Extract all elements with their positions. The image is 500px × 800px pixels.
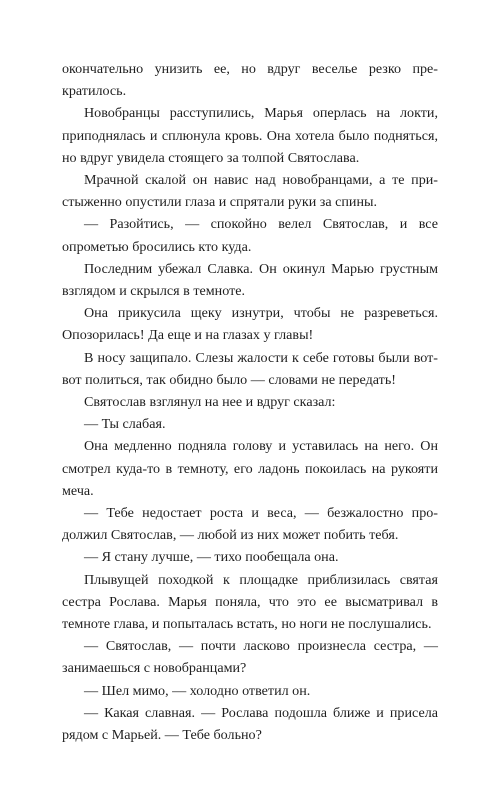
paragraph: В носу защипало. Слезы жалости к себе готовы были вот-вот политься, так обидно было — словами не передать! bbox=[62, 349, 438, 388]
paragraph: Новобранцы расступились, Марья оперлась на локти, приподнялась и сплюнула кровь. Она хотела было подняться, но вдруг увидела стоящего за толпой Святослава. bbox=[62, 105, 438, 166]
paragraph: — Ты слабая. bbox=[84, 416, 166, 433]
paragraph: Святослав взглянул на нее и вдруг сказал: bbox=[84, 394, 336, 411]
paragraph: окончательно унизить ее, но вдруг веселье резко прекратилось. bbox=[62, 61, 438, 100]
paragraph: — Я стану лучше, — тихо пообещала она. bbox=[84, 549, 339, 566]
paragraph: Плывущей походкой к площадке приблизилась святая сестра Рослава. Марья поняла, что это ее высматривал в темноте глава, и попыталась встать, но ноги не послушались. bbox=[62, 571, 438, 633]
paragraph: — Тебе недостает роста и веса, — безжалостно продолжил Святослав, — любой из них может побить тебя. bbox=[62, 505, 438, 544]
paragraph: — Разойтись, — спокойно велел Святослав, и все опрометью бросились кто куда. bbox=[62, 216, 438, 255]
book-page-text bbox=[62, 58, 438, 746]
paragraph: Она прикусила щеку изнутри, чтобы не разреветься. Опозорилась! Да еще и на глазах у главы! bbox=[62, 305, 438, 344]
paragraph: — Шел мимо, — холодно ответил он. bbox=[84, 682, 311, 699]
paragraph: Мрачной скалой он навис над новобранцами, а те пристыженно опустили глаза и спрятали руки за спины. bbox=[62, 172, 438, 211]
paragraph: Последним убежал Славка. Он окинул Марью грустным взглядом и скрылся в темноте. bbox=[62, 260, 438, 300]
paragraph: — Святослав, — почти ласково произнесла сестра, — занимаешься с новобранцами? bbox=[62, 638, 438, 677]
paragraph: Она медленно подняла голову и уставилась на него. Он смотрел куда-то в темноту, его ладонь покоилась на рукояти меча. bbox=[62, 438, 438, 499]
paragraph: — Какая славная. — Рослава подошла ближе и присела рядом с Марьей. — Тебе больно? bbox=[62, 704, 438, 744]
